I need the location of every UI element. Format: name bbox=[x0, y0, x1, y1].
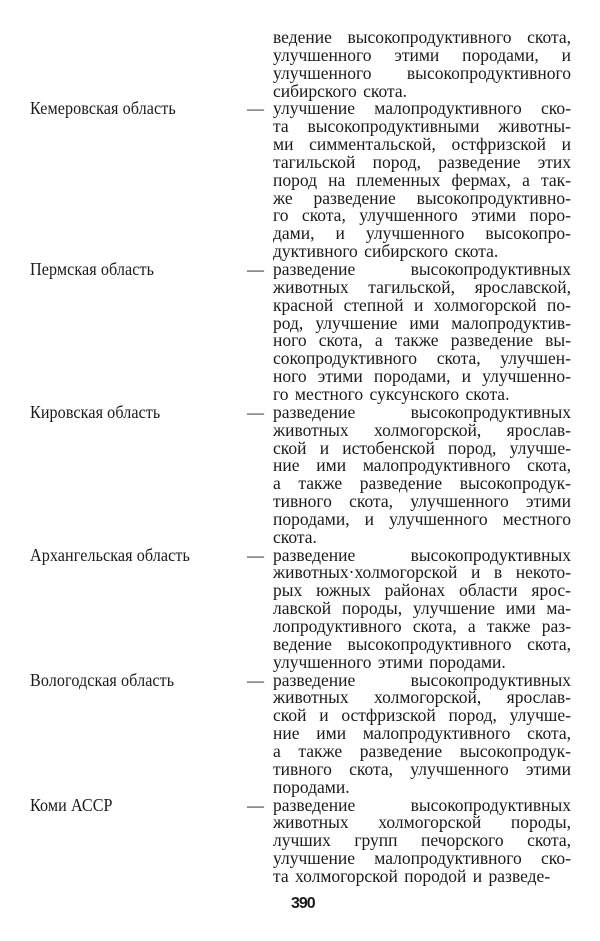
em-dash: — bbox=[247, 402, 264, 422]
region-entry bbox=[0, 669, 600, 797]
text-line: разведение высокопродуктивных bbox=[273, 401, 571, 422]
region-name: Архангельская область bbox=[30, 544, 190, 565]
text-line: скота. bbox=[273, 526, 317, 547]
text-line: сибирского скота. bbox=[273, 80, 408, 101]
text-line: тивного скота, улучшенного этими bbox=[273, 758, 571, 779]
text-line: ние ими малопродуктивного скота, bbox=[273, 723, 571, 744]
text-line: породами, и улучшенного местного bbox=[273, 508, 571, 529]
text-line: род, улучшение ими малопродуктив- bbox=[273, 312, 571, 333]
text-line: рых южных районах области ярос- bbox=[273, 580, 571, 601]
region-entry bbox=[0, 100, 600, 261]
text-line: ской и истобенской пород, улучше- bbox=[273, 437, 571, 458]
text-line: ведение высокопродуктивного скота, bbox=[273, 27, 571, 47]
region-name: Коми АССР bbox=[30, 794, 113, 815]
text-line: животных·холмогорской и в некото- bbox=[273, 562, 571, 583]
em-dash: — bbox=[247, 545, 264, 565]
region-entry bbox=[0, 261, 600, 404]
text-line: улучшение малопродуктивного ско- bbox=[273, 848, 571, 869]
region-entry bbox=[0, 401, 600, 547]
text-line: разведение высокопродуктивных bbox=[273, 794, 571, 815]
text-line: лопродуктивного скота, а также раз- bbox=[273, 616, 571, 637]
text-line: тивного скота, улучшенного этими bbox=[273, 491, 571, 512]
text-line: разведение высокопродуктивных bbox=[273, 544, 571, 565]
text-line: а также разведение высокопродук- bbox=[273, 740, 571, 761]
text-line: красной степной и холмогорской по- bbox=[273, 294, 571, 315]
continuation-paragraph bbox=[0, 29, 600, 100]
em-dash: — bbox=[247, 260, 264, 280]
text-line: животных холмогорской породы, bbox=[273, 812, 571, 833]
text-line: улучшенного этими породами. bbox=[273, 651, 506, 672]
text-line: породами. bbox=[273, 776, 350, 797]
em-dash: — bbox=[247, 795, 264, 815]
text-line: ской и остфризской пород, улучше- bbox=[273, 705, 571, 726]
region-name: Кемеровская область bbox=[30, 98, 176, 119]
text-line: улучшенного высокопродуктивного bbox=[273, 62, 571, 83]
em-dash: — bbox=[247, 670, 264, 690]
text-line: пород на племенных фермах, а так- bbox=[273, 169, 571, 190]
text-line: го скота, улучшенного этими поро- bbox=[273, 205, 571, 226]
text-line: ного скота, а также разведение вы- bbox=[273, 330, 571, 351]
text-line: разведение высокопродуктивных bbox=[273, 669, 571, 690]
text-line: ного этими породами, и улучшенно- bbox=[273, 366, 571, 387]
text-line: дами, и улучшенного высокопро- bbox=[273, 223, 571, 244]
text-line: животных холмогорской, ярослав- bbox=[273, 687, 571, 708]
page-number: 390 bbox=[291, 895, 315, 912]
text-line: сокопродуктивного скота, улучшен- bbox=[273, 348, 571, 369]
region-name: Вологодская область bbox=[30, 669, 175, 690]
text-line: разведение высокопродуктивных bbox=[273, 259, 571, 280]
text-line: ми симментальской, остфризской и bbox=[273, 134, 571, 155]
region-entry bbox=[0, 544, 600, 672]
text-line: та холмогорской породой и разведе- bbox=[273, 865, 551, 886]
text-line: животных тагильской, ярославской, bbox=[273, 276, 571, 297]
text-line: улучшенного этими породами, и bbox=[273, 44, 571, 65]
text-line: дуктивного сибирского скота. bbox=[273, 241, 499, 262]
em-dash: — bbox=[247, 99, 264, 119]
text-line: улучшение малопродуктивного ско- bbox=[273, 98, 571, 119]
text-line: животных холмогорской, ярослав- bbox=[273, 419, 571, 440]
region-name: Пермская область bbox=[30, 259, 155, 280]
text-line: а также разведение высокопродук- bbox=[273, 473, 571, 494]
text-line: тагильской пород, разведение этих bbox=[273, 151, 571, 172]
text-line: ведение высокопродуктивного скота, bbox=[273, 633, 571, 654]
text-line: та высокопродуктивными животны- bbox=[273, 116, 571, 137]
region-entry bbox=[0, 794, 600, 886]
text-line: лучших групп печорского скота, bbox=[273, 830, 571, 851]
region-name: Кировская область bbox=[30, 401, 161, 422]
text-line: ние ими малопродуктивного скота, bbox=[273, 455, 571, 476]
text-line: лавской породы, улучшение ими ма- bbox=[273, 598, 571, 619]
text-line: же разведение высокопродуктивно- bbox=[273, 187, 571, 208]
text-line: го местного суксунского скота. bbox=[273, 383, 510, 404]
